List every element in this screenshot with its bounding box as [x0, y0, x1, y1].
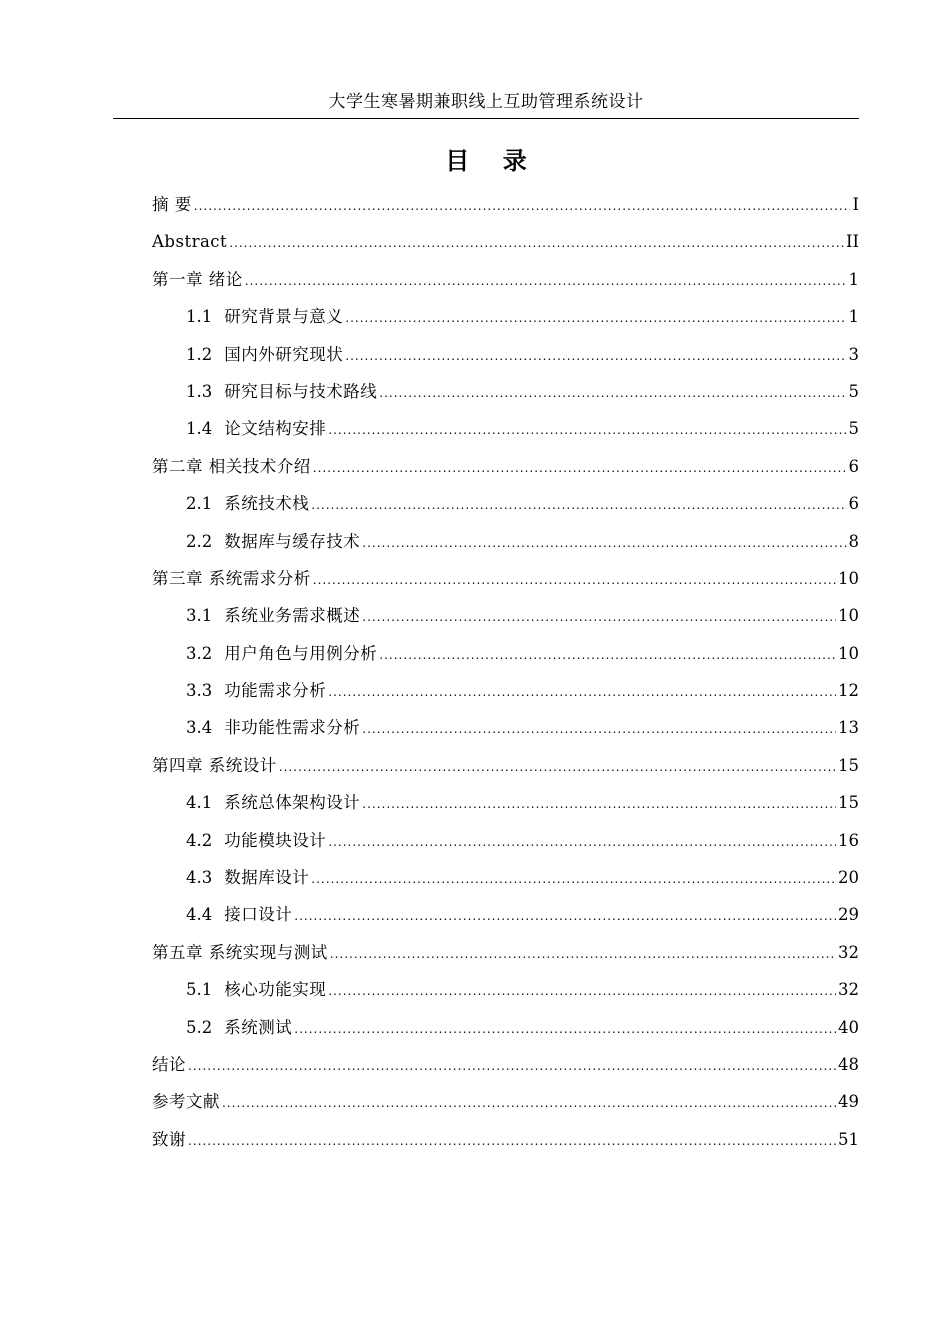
toc-entry[interactable]	[152, 377, 859, 414]
toc-dot-leader	[245, 266, 847, 296]
toc-entry-label: 核心功能实现	[224, 980, 327, 1000]
toc-entry-page: 1	[848, 269, 859, 289]
toc-entry[interactable]	[152, 639, 859, 676]
toc-entry-page: 1	[848, 307, 859, 327]
toc-dot-leader	[379, 378, 846, 408]
toc-entry-label: 第三章 系统需求分析	[152, 568, 311, 588]
toc-entry-page: 12	[838, 681, 859, 701]
toc-entry-number: 5.2	[186, 1017, 213, 1037]
toc-entry[interactable]	[152, 938, 859, 975]
toc-entry-page: 13	[838, 718, 859, 738]
toc-entry[interactable]	[152, 564, 859, 601]
toc-entry-page: 32	[838, 942, 859, 962]
toc-entry-page: 3	[848, 344, 859, 364]
toc-entry-page: 32	[838, 980, 859, 1000]
toc-entry-page: 5	[848, 419, 859, 439]
toc-entry-page: 6	[848, 494, 859, 514]
toc-entry-page: 15	[838, 793, 859, 813]
toc-entry-page: 10	[838, 606, 859, 626]
toc-entry-page: 49	[838, 1092, 859, 1112]
toc-entry[interactable]	[152, 414, 859, 451]
toc-dot-leader	[328, 827, 836, 857]
toc-dot-leader	[328, 415, 846, 445]
toc-entry-number: 1.4	[186, 419, 213, 439]
toc-entry-label: 功能模块设计	[224, 830, 327, 850]
toc-entry-number: 3.1	[186, 606, 213, 626]
toc-entry-page: 8	[848, 531, 859, 551]
toc-entry-number: 4.3	[186, 868, 213, 888]
toc-entry-page: I	[852, 195, 859, 214]
toc-entry[interactable]	[152, 713, 859, 750]
toc-dot-leader	[330, 939, 836, 969]
toc-entry-label: 接口设计	[224, 905, 293, 925]
toc-entry-label: Abstract	[152, 232, 228, 252]
toc-entry-number: 3.3	[186, 681, 213, 701]
toc-entry-label: 第二章 相关技术介绍	[152, 456, 311, 476]
toc-dot-leader	[345, 341, 846, 371]
toc-dot-leader	[311, 864, 836, 894]
toc-dot-leader	[294, 1014, 836, 1044]
toc-entry-label: 国内外研究现状	[224, 344, 344, 364]
toc-entry[interactable]	[152, 227, 859, 264]
toc-entry-number: 4.2	[186, 830, 213, 850]
toc-dot-leader	[313, 565, 836, 595]
toc-entry-label: 系统总体架构设计	[224, 793, 361, 813]
running-header: 大学生寒暑期兼职线上互助管理系统设计	[328, 92, 644, 112]
toc-entry-page: 6	[848, 456, 859, 476]
toc-dot-leader	[313, 453, 847, 483]
toc-entry-page: 48	[838, 1054, 859, 1074]
header-divider	[113, 118, 859, 119]
toc-entry-label: 系统技术栈	[224, 494, 310, 514]
toc-entry-label: 论文结构安排	[224, 419, 327, 439]
toc-entry[interactable]	[152, 452, 859, 489]
toc-entry-label: 摘 要	[152, 195, 192, 214]
toc-dot-leader	[362, 789, 836, 819]
toc-dot-leader	[194, 191, 851, 221]
toc-entry-label: 数据库设计	[224, 868, 310, 888]
toc-entry-page: II	[845, 232, 859, 252]
toc-entry-number: 1.3	[186, 381, 213, 401]
toc-entry[interactable]	[152, 1125, 859, 1162]
toc-dot-leader	[311, 490, 846, 520]
toc-dot-leader	[229, 228, 844, 258]
toc-entry[interactable]	[152, 751, 859, 788]
toc-dot-leader	[328, 976, 836, 1006]
toc-entry[interactable]	[152, 527, 859, 564]
toc-dot-leader	[362, 714, 836, 744]
toc-entry-page: 5	[848, 381, 859, 401]
toc-entry[interactable]	[152, 788, 859, 825]
toc-entry-label: 第一章 绪论	[152, 269, 243, 289]
toc-dot-leader	[362, 528, 846, 558]
toc-entry-label: 研究目标与技术路线	[224, 381, 378, 401]
toc-entry[interactable]	[152, 863, 859, 900]
toc-entry-number: 5.1	[186, 980, 213, 1000]
toc-entry[interactable]	[152, 1050, 859, 1087]
toc-entry-label: 用户角色与用例分析	[224, 643, 378, 663]
toc-dot-leader	[345, 303, 846, 333]
toc-entry[interactable]	[152, 1013, 859, 1050]
toc-entry-label: 第四章 系统设计	[152, 755, 277, 775]
toc-entry[interactable]	[152, 265, 859, 302]
toc-entry-label: 系统测试	[224, 1017, 293, 1037]
toc-entry[interactable]	[152, 975, 859, 1012]
toc-entry-page: 51	[838, 1129, 859, 1149]
toc-entry[interactable]	[152, 601, 859, 638]
toc-entry-number: 3.2	[186, 643, 213, 663]
toc-entry[interactable]	[152, 900, 859, 937]
toc-entry[interactable]	[152, 190, 859, 227]
toc-dot-leader	[222, 1088, 836, 1118]
toc-title: 目 录	[445, 147, 527, 175]
toc-entry-page: 10	[838, 643, 859, 663]
toc-entry[interactable]	[152, 302, 859, 339]
toc-entry-label: 参考文献	[152, 1092, 220, 1112]
toc-entry-label: 结论	[152, 1054, 186, 1074]
toc-dot-leader	[379, 640, 836, 670]
toc-entry-label: 系统业务需求概述	[224, 606, 361, 626]
toc-entry-page: 40	[838, 1017, 859, 1037]
toc-dot-leader	[362, 602, 836, 632]
toc-entry-page: 20	[838, 868, 859, 888]
toc-entry-label: 数据库与缓存技术	[224, 531, 361, 551]
toc-entry-label: 致谢	[152, 1129, 186, 1149]
toc-entry[interactable]	[152, 340, 859, 377]
toc-entry-label: 研究背景与意义	[224, 307, 344, 327]
toc-entry-page: 10	[838, 568, 859, 588]
toc-dot-leader	[188, 1126, 836, 1156]
table-of-contents	[152, 190, 859, 1162]
toc-dot-leader	[279, 752, 836, 782]
toc-dot-leader	[188, 1051, 836, 1081]
toc-entry-number: 1.1	[186, 307, 213, 327]
toc-entry-number: 1.2	[186, 344, 213, 364]
toc-entry-page: 16	[838, 830, 859, 850]
toc-entry-label: 第五章 系统实现与测试	[152, 942, 328, 962]
toc-entry[interactable]	[152, 489, 859, 526]
toc-entry-page: 29	[838, 905, 859, 925]
toc-entry-label: 功能需求分析	[224, 681, 327, 701]
toc-entry[interactable]	[152, 676, 859, 713]
toc-entry-number: 2.2	[186, 531, 213, 551]
toc-entry-label: 非功能性需求分析	[224, 718, 361, 738]
toc-dot-leader	[294, 901, 836, 931]
toc-entry-number: 4.1	[186, 793, 213, 813]
toc-entry-number: 3.4	[186, 718, 213, 738]
toc-entry-number: 2.1	[186, 494, 213, 514]
toc-entry-number: 4.4	[186, 905, 213, 925]
toc-entry[interactable]	[152, 826, 859, 863]
toc-entry[interactable]	[152, 1087, 859, 1124]
toc-dot-leader	[328, 677, 836, 707]
toc-entry-page: 15	[838, 755, 859, 775]
